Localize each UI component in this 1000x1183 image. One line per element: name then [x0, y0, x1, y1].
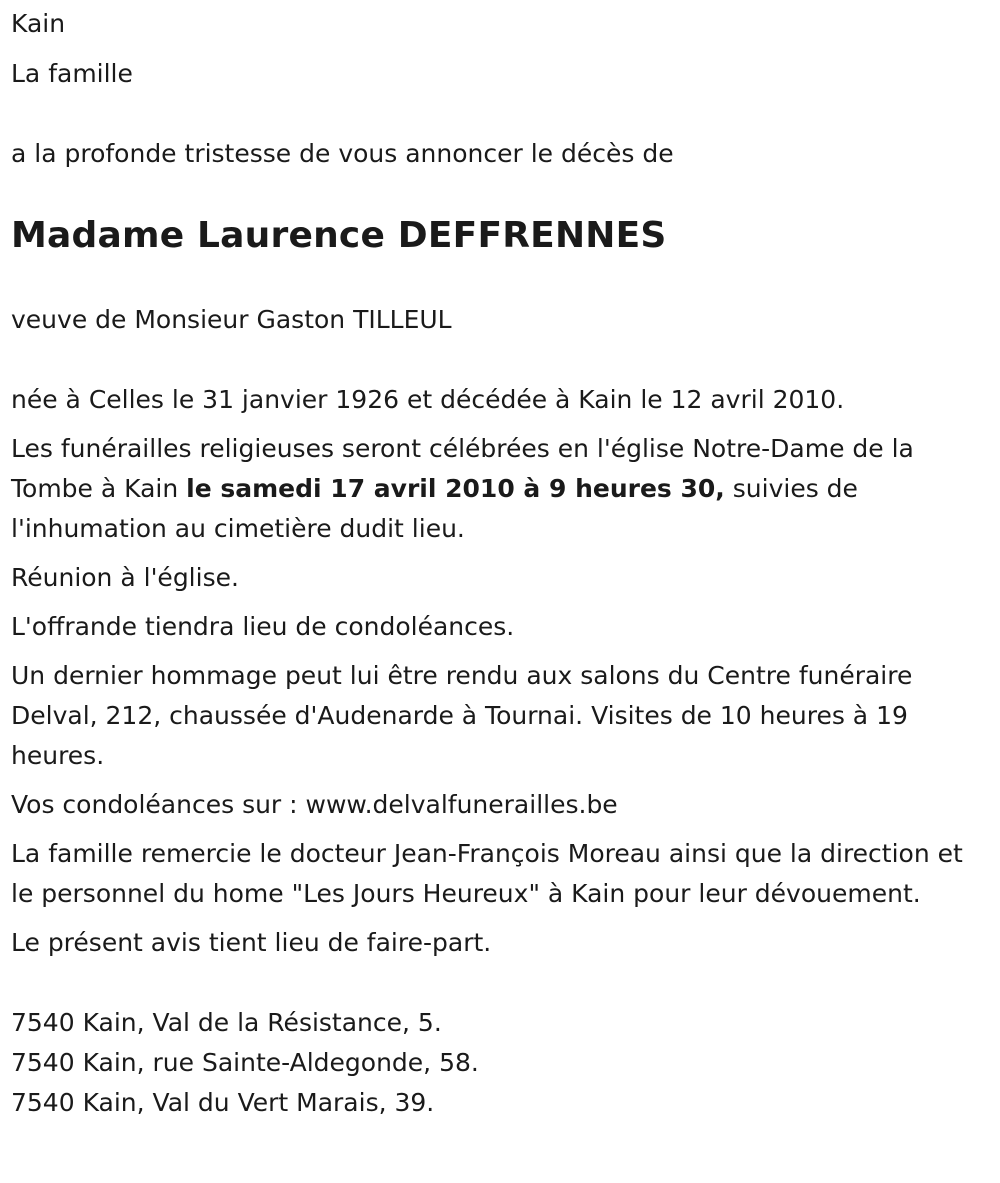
family-label: La famille	[11, 59, 133, 88]
birth-death-text: née à Celles le 31 janvier 1926 et décédée à Kain le 12 avril 2010.	[11, 385, 845, 414]
widow-of-text: veuve de Monsieur Gaston TILLEUL	[11, 305, 452, 334]
funeral-text-before: Les funérailles religieuses seront célébrées en l'église Notre-Dame de la Tombe à Kain	[11, 434, 914, 503]
funeral-text-after: suivies de l'inhumation au cimetière dudit lieu.	[11, 474, 858, 543]
address-line: 7540 Kain, Val de la Résistance, 5.	[11, 1008, 442, 1037]
offering-text: L'offrande tiendra lieu de condoléances.	[11, 612, 515, 641]
address-list	[11, 1003, 989, 1123]
place-name: Kain	[11, 9, 66, 38]
meeting-text: Réunion à l'église.	[11, 563, 239, 592]
thanks-text: La famille remercie le docteur Jean-François Moreau ainsi que la direction et le personnel du home "Les Jours Heureux" à Kain pour leur dévouement.	[11, 839, 963, 908]
tribute-text: Un dernier hommage peut lui être rendu aux salons du Centre funéraire Delval, 212, chaussée d'Audenarde à Tournai. Visites de 10 heures à 19 heures.	[11, 661, 913, 770]
deceased-name: Madame Laurence DEFFRENNES	[11, 215, 667, 256]
condolences-text: Vos condoléances sur : www.delvalfunerailles.be	[11, 790, 618, 819]
funeral-date: le samedi 17 avril 2010 à 9 heures 30,	[186, 474, 725, 503]
faire-part-text: Le présent avis tient lieu de faire-part.	[11, 928, 492, 957]
announcement-text: a la profonde tristesse de vous annoncer le décès de	[11, 139, 674, 168]
address-line: 7540 Kain, Val du Vert Marais, 39.	[11, 1088, 435, 1117]
address-line: 7540 Kain, rue Sainte-Aldegonde, 58.	[11, 1048, 479, 1077]
funeral-text	[11, 429, 989, 549]
